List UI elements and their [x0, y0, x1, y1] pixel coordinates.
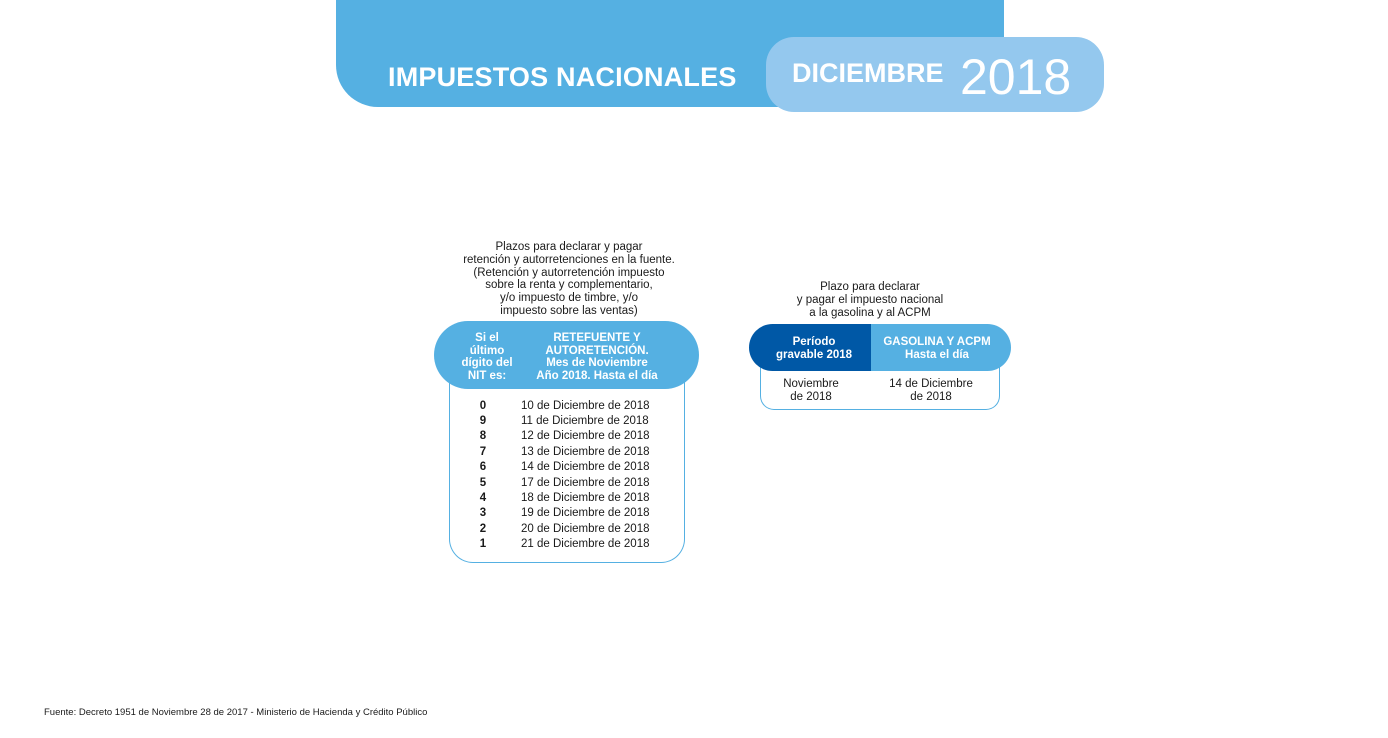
table-row	[468, 506, 668, 521]
source-footnote: Fuente: Decreto 1951 de Noviembre 28 de 2017 - Ministerio de Hacienda y Crédito Público	[44, 707, 428, 718]
due-date: 21 de Diciembre de 2018	[521, 538, 650, 551]
table-row	[468, 521, 668, 536]
year-label: 2018	[960, 49, 1072, 105]
retencion-rows	[468, 398, 668, 552]
table-row	[468, 475, 668, 490]
due-date: 17 de Diciembre de 2018	[521, 476, 650, 489]
nit-digit: 7	[479, 445, 487, 458]
due-date: 18 de Diciembre de 2018	[521, 492, 650, 505]
nit-digit: 5	[479, 476, 487, 489]
nit-digit: 3	[479, 507, 487, 520]
retefuente-column-header: RETEFUENTE Y AUTORETENCIÓN. Mes de Noviembre Año 2018. Hasta el día	[536, 332, 658, 382]
table-row	[468, 429, 668, 444]
nit-digit: 6	[479, 461, 487, 474]
periodo-column-header: Período gravable 2018	[775, 336, 853, 361]
due-date: 20 de Diciembre de 2018	[521, 522, 650, 535]
due-date: 14 de Diciembre de 2018	[521, 461, 650, 474]
due-date: 19 de Diciembre de 2018	[521, 507, 650, 520]
nit-digit: 1	[479, 538, 487, 551]
gasolina-column-header: GASOLINA Y ACPM Hasta el día	[883, 336, 991, 361]
nit-digit: 2	[479, 522, 487, 535]
month-label: DICIEMBRE	[792, 58, 944, 88]
table-row	[468, 537, 668, 552]
nit-digit: 9	[479, 415, 487, 428]
due-date: 11 de Diciembre de 2018	[521, 415, 649, 428]
table-row	[468, 398, 668, 413]
table-row	[468, 444, 668, 459]
periodo-value: Noviembre de 2018	[783, 378, 839, 403]
due-date: 10 de Diciembre de 2018	[521, 399, 650, 412]
due-date: 13 de Diciembre de 2018	[521, 445, 650, 458]
nit-digit: 4	[479, 492, 487, 505]
nit-digit: 0	[479, 399, 487, 412]
due-date: 12 de Diciembre de 2018	[521, 430, 650, 443]
table-row	[468, 490, 668, 505]
gasolina-due-date: 14 de Diciembre de 2018	[889, 378, 973, 403]
retencion-caption: Plazos para declarar y pagar retención y autorretenciones en la fuente. (Retención y autorretención impuesto sobre la renta y complementario, y/o impuesto de timbre, y/o impuesto sobre las ventas)	[463, 241, 675, 317]
table-row	[468, 413, 668, 428]
nit-digit: 8	[479, 430, 487, 443]
gasolina-caption: Plazo para declarar y pagar el impuesto nacional a la gasolina y al ACPM	[796, 281, 944, 319]
page-title: IMPUESTOS NACIONALES	[388, 62, 737, 92]
table-row	[468, 460, 668, 475]
nit-digit-column-header: Si el último dígito del NIT es:	[461, 332, 513, 382]
